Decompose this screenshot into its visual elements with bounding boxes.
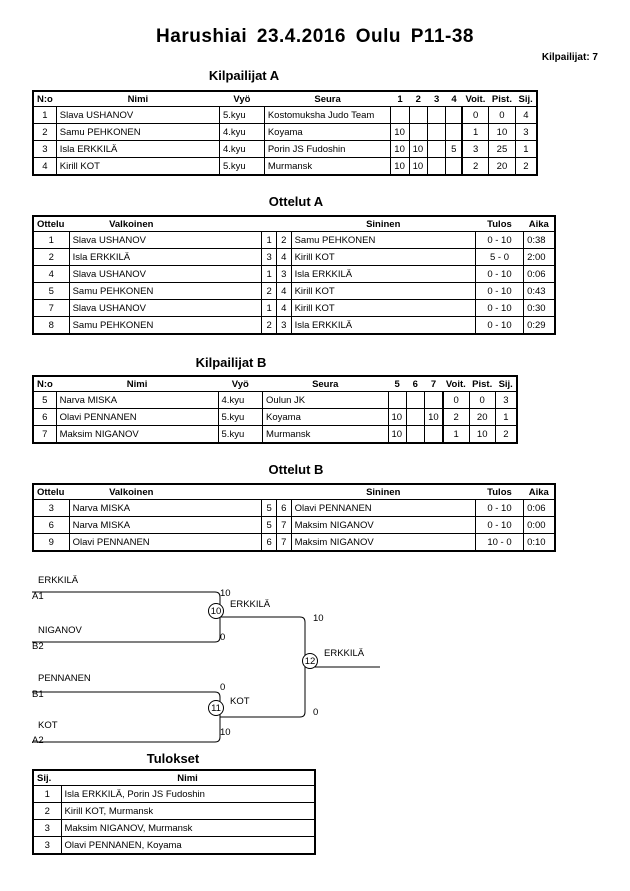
match-11-no: 11 <box>211 703 221 714</box>
cell-blue-no: 4 <box>276 249 291 266</box>
col-match: Ottelu <box>33 216 69 232</box>
matches-b-header-row <box>33 484 555 500</box>
cell-club: Murmansk <box>264 158 390 176</box>
cell-white: Olavi PENNANEN <box>69 534 262 552</box>
cell-white-no: 2 <box>262 317 277 335</box>
table-row <box>33 803 315 820</box>
cell-score: 10 <box>388 409 406 426</box>
cell-score: 10 <box>391 158 409 176</box>
slot1-score: 10 <box>220 588 231 599</box>
cell-white: Narva MISKA <box>69 500 262 517</box>
cell-white-no: 1 <box>262 266 277 283</box>
cell-score <box>424 426 442 444</box>
cell-no: 1 <box>33 107 56 124</box>
cell-blue: Olavi PENNANEN <box>291 500 475 517</box>
col-s3: 3 <box>427 91 445 107</box>
table-row <box>33 232 555 249</box>
cell-place: 2 <box>495 426 517 444</box>
cell-wins: 1 <box>443 426 469 444</box>
cell-wins: 1 <box>462 124 489 141</box>
cell-score <box>391 107 409 124</box>
cell-no: 6 <box>33 409 56 426</box>
col-points: Pist. <box>489 91 516 107</box>
match-12-winner: ERKKILÄ <box>324 648 365 659</box>
col-white: Valkoinen <box>69 216 262 232</box>
table-row <box>33 534 555 552</box>
cell-belt: 5.kyu <box>219 107 264 124</box>
col-s1: 5 <box>388 376 406 392</box>
cell-no: 2 <box>33 124 56 141</box>
cell-name: Kirill KOT <box>56 158 219 176</box>
cell-result: 0 - 10 <box>475 266 523 283</box>
cell-place: 3 <box>33 820 61 837</box>
cell-match: 3 <box>33 500 69 517</box>
cell-club: Oulun JK <box>263 392 388 409</box>
cell-white-no: 5 <box>262 517 277 534</box>
cell-time: 0:43 <box>524 283 555 300</box>
col-place: Sij. <box>495 376 517 392</box>
cell-result: 0 - 10 <box>475 517 523 534</box>
cell-result: 0 - 10 <box>475 300 523 317</box>
cell-white: Slava USHANOV <box>69 266 262 283</box>
cell-no: 7 <box>33 426 56 444</box>
cell-name: Kirill KOT, Murmansk <box>61 803 315 820</box>
cell-score <box>409 124 427 141</box>
cell-club: Koyama <box>263 409 388 426</box>
results-table <box>32 769 316 855</box>
cell-name: Narva MISKA <box>56 392 218 409</box>
cell-belt: 5.kyu <box>218 426 263 444</box>
table-row <box>33 283 555 300</box>
col-no: N:o <box>33 91 56 107</box>
cell-no: 3 <box>33 141 56 158</box>
cell-belt: 5.kyu <box>219 158 264 176</box>
cell-name: Slava USHANOV <box>56 107 219 124</box>
cell-match: 9 <box>33 534 69 552</box>
cell-match: 7 <box>33 300 69 317</box>
cell-score <box>406 426 424 444</box>
pool-b-heading: Kilpailijat B <box>195 355 267 370</box>
cell-belt: 4.kyu <box>218 392 263 409</box>
cell-blue-no: 6 <box>276 500 291 517</box>
results-header-row <box>33 770 315 786</box>
col-name: Nimi <box>56 91 219 107</box>
cell-time: 0:00 <box>524 517 555 534</box>
cell-white: Samu PEHKONEN <box>69 283 262 300</box>
cell-white-no: 6 <box>262 534 277 552</box>
cell-score: 10 <box>391 141 409 158</box>
pool-b-header-row <box>33 376 517 392</box>
cell-match: 1 <box>33 232 69 249</box>
cell-name: Isla ERKKILÄ <box>56 141 219 158</box>
cell-belt: 5.kyu <box>218 409 263 426</box>
cell-name: Maksim NIGANOV, Murmansk <box>61 820 315 837</box>
cell-white: Samu PEHKONEN <box>69 317 262 335</box>
col-s1: 1 <box>391 91 409 107</box>
cell-score <box>427 158 445 176</box>
cell-time: 0:10 <box>524 534 555 552</box>
col-club: Seura <box>264 91 390 107</box>
cell-time: 0:38 <box>524 232 555 249</box>
cell-points: 0 <box>489 107 516 124</box>
col-time: Aika <box>524 484 555 500</box>
cell-club: Porin JS Fudoshin <box>264 141 390 158</box>
table-row <box>33 107 537 124</box>
match-11-score: 0 <box>313 707 319 718</box>
cell-belt: 4.kyu <box>219 124 264 141</box>
col-name: Nimi <box>56 376 218 392</box>
cell-name: Maksim NIGANOV <box>56 426 218 444</box>
cell-score: 10 <box>424 409 442 426</box>
cell-club: Murmansk <box>263 426 388 444</box>
table-row <box>33 317 555 335</box>
cell-points: 0 <box>469 392 495 409</box>
table-row <box>33 409 517 426</box>
cell-match: 4 <box>33 266 69 283</box>
cell-blue: Maksim NIGANOV <box>291 534 475 552</box>
col-belt: Vyö <box>218 376 263 392</box>
cell-wins: 2 <box>462 158 489 176</box>
cell-belt: 4.kyu <box>219 141 264 158</box>
cell-wins: 2 <box>443 409 469 426</box>
cell-white: Isla ERKKILÄ <box>69 249 262 266</box>
pool-a-heading: Kilpailijat A <box>208 68 280 83</box>
slot4-seed: A2 <box>32 735 44 746</box>
cell-wins: 0 <box>462 107 489 124</box>
pool-a-header-row <box>33 91 537 107</box>
slot3-score: 0 <box>220 682 226 693</box>
pool-a-table <box>32 90 538 176</box>
cell-score <box>427 107 445 124</box>
col-wins: Voit. <box>443 376 469 392</box>
cell-white-no: 1 <box>262 232 277 249</box>
results-heading: Tulokset <box>146 751 200 766</box>
cell-result: 0 - 10 <box>475 317 523 335</box>
cell-blue: Maksim NIGANOV <box>291 517 475 534</box>
cell-score: 10 <box>391 124 409 141</box>
cell-match: 2 <box>33 249 69 266</box>
table-row <box>33 820 315 837</box>
cell-score <box>446 124 462 141</box>
cell-no: 5 <box>33 392 56 409</box>
cell-result: 0 - 10 <box>475 283 523 300</box>
cell-time: 0:06 <box>524 500 555 517</box>
slot2-score: 0 <box>220 632 226 643</box>
col-result: Tulos <box>475 484 523 500</box>
match-11-winner: KOT <box>230 696 250 707</box>
cell-place: 3 <box>515 124 537 141</box>
cell-place: 4 <box>515 107 537 124</box>
col-belt: Vyö <box>219 91 264 107</box>
cell-white-no: 3 <box>262 249 277 266</box>
matches-a-table <box>32 215 556 335</box>
cell-score <box>446 107 462 124</box>
col-club: Seura <box>263 376 388 392</box>
cell-blue: Kirill KOT <box>291 249 475 266</box>
cell-place: 1 <box>515 141 537 158</box>
slot2-seed: B2 <box>32 641 44 652</box>
col-blue: Sininen <box>291 484 475 500</box>
col-time: Aika <box>524 216 555 232</box>
cell-result: 10 - 0 <box>475 534 523 552</box>
cell-score: 10 <box>409 158 427 176</box>
table-row <box>33 141 537 158</box>
cell-result: 5 - 0 <box>475 249 523 266</box>
match-10-winner: ERKKILÄ <box>230 599 271 610</box>
competitor-count: Kilpailijat: 7 <box>541 52 598 63</box>
match-10-no: 10 <box>210 606 222 617</box>
table-row <box>33 266 555 283</box>
cell-match: 8 <box>33 317 69 335</box>
cell-white: Slava USHANOV <box>69 232 262 249</box>
cell-blue: Kirill KOT <box>291 283 475 300</box>
cell-points: 20 <box>469 409 495 426</box>
table-row <box>33 837 315 855</box>
cell-name: Samu PEHKONEN <box>56 124 219 141</box>
cell-time: 0:30 <box>524 300 555 317</box>
cell-blue-no: 4 <box>276 283 291 300</box>
cell-blue: Samu PEHKONEN <box>291 232 475 249</box>
match-12-no: 12 <box>304 656 316 667</box>
cell-club: Koyama <box>264 124 390 141</box>
table-row <box>33 300 555 317</box>
cell-blue-no: 3 <box>276 317 291 335</box>
cell-white: Slava USHANOV <box>69 300 262 317</box>
slot2-name: NIGANOV <box>38 625 82 636</box>
table-row <box>33 500 555 517</box>
table-row <box>33 124 537 141</box>
slot1-seed: A1 <box>32 591 44 602</box>
col-s2: 6 <box>406 376 424 392</box>
cell-blue: Kirill KOT <box>291 300 475 317</box>
cell-white-no: 1 <box>262 300 277 317</box>
matches-b-heading: Ottelut B <box>268 462 324 477</box>
cell-score <box>406 409 424 426</box>
cell-place: 3 <box>33 837 61 855</box>
cell-time: 0:06 <box>524 266 555 283</box>
cell-score <box>427 124 445 141</box>
cell-club: Kostomuksha Judo Team <box>264 107 390 124</box>
cell-score <box>409 107 427 124</box>
cell-white-no: 5 <box>262 500 277 517</box>
cell-points: 25 <box>489 141 516 158</box>
slot4-name: KOT <box>38 720 58 731</box>
cell-blue: Isla ERKKILÄ <box>291 266 475 283</box>
cell-time: 0:29 <box>524 317 555 335</box>
cell-blue-no: 7 <box>276 534 291 552</box>
col-no: N:o <box>33 376 56 392</box>
cell-place: 3 <box>495 392 517 409</box>
slot3-seed: B1 <box>32 689 44 700</box>
cell-wins: 3 <box>462 141 489 158</box>
cell-name: Olavi PENNANEN <box>56 409 218 426</box>
cell-score: 10 <box>388 426 406 444</box>
cell-blue-no: 3 <box>276 266 291 283</box>
cell-wins: 0 <box>443 392 469 409</box>
pool-b-table <box>32 375 518 444</box>
cell-blue: Isla ERKKILÄ <box>291 317 475 335</box>
col-white: Valkoinen <box>69 484 262 500</box>
table-row <box>33 426 517 444</box>
cell-blue-no: 2 <box>276 232 291 249</box>
cell-place: 1 <box>495 409 517 426</box>
slot4-score: 10 <box>220 727 231 738</box>
col-s4: 4 <box>446 91 462 107</box>
cell-score <box>427 141 445 158</box>
cell-name: Olavi PENNANEN, Koyama <box>61 837 315 855</box>
cell-name: Isla ERKKILÄ, Porin JS Fudoshin <box>61 786 315 803</box>
cell-points: 10 <box>489 124 516 141</box>
cell-score <box>424 392 442 409</box>
cell-points: 20 <box>489 158 516 176</box>
slot3-name: PENNANEN <box>38 673 91 684</box>
matches-a-heading: Ottelut A <box>268 194 324 209</box>
cell-result: 0 - 10 <box>475 232 523 249</box>
cell-match: 6 <box>33 517 69 534</box>
matches-a-header-row <box>33 216 555 232</box>
cell-white: Narva MISKA <box>69 517 262 534</box>
cell-place: 2 <box>515 158 537 176</box>
cell-match: 5 <box>33 283 69 300</box>
col-place: Sij. <box>515 91 537 107</box>
cell-time: 2:00 <box>524 249 555 266</box>
col-s3: 7 <box>424 376 442 392</box>
col-blue: Sininen <box>291 216 475 232</box>
col-match: Ottelu <box>33 484 69 500</box>
table-row <box>33 517 555 534</box>
match-10-score: 10 <box>313 613 324 624</box>
col-s2: 2 <box>409 91 427 107</box>
matches-b-table <box>32 483 556 552</box>
cell-white-no: 2 <box>262 283 277 300</box>
cell-result: 0 - 10 <box>475 500 523 517</box>
cell-score <box>406 392 424 409</box>
cell-score: 5 <box>446 141 462 158</box>
table-row <box>33 392 517 409</box>
table-row <box>33 158 537 176</box>
col-points: Pist. <box>469 376 495 392</box>
elimination-bracket <box>0 560 630 750</box>
table-row <box>33 249 555 266</box>
cell-no: 4 <box>33 158 56 176</box>
cell-score <box>388 392 406 409</box>
col-wins: Voit. <box>462 91 489 107</box>
cell-blue-no: 4 <box>276 300 291 317</box>
cell-blue-no: 7 <box>276 517 291 534</box>
page-title: Harushiai 23.4.2016 Oulu P11-38 <box>156 26 474 47</box>
cell-score <box>446 158 462 176</box>
col-place: Sij. <box>33 770 61 786</box>
col-result: Tulos <box>475 216 523 232</box>
cell-place: 1 <box>33 786 61 803</box>
cell-place: 2 <box>33 803 61 820</box>
table-row <box>33 786 315 803</box>
slot1-name: ERKKILÄ <box>38 575 79 586</box>
cell-points: 10 <box>469 426 495 444</box>
col-name: Nimi <box>61 770 315 786</box>
cell-score: 10 <box>409 141 427 158</box>
